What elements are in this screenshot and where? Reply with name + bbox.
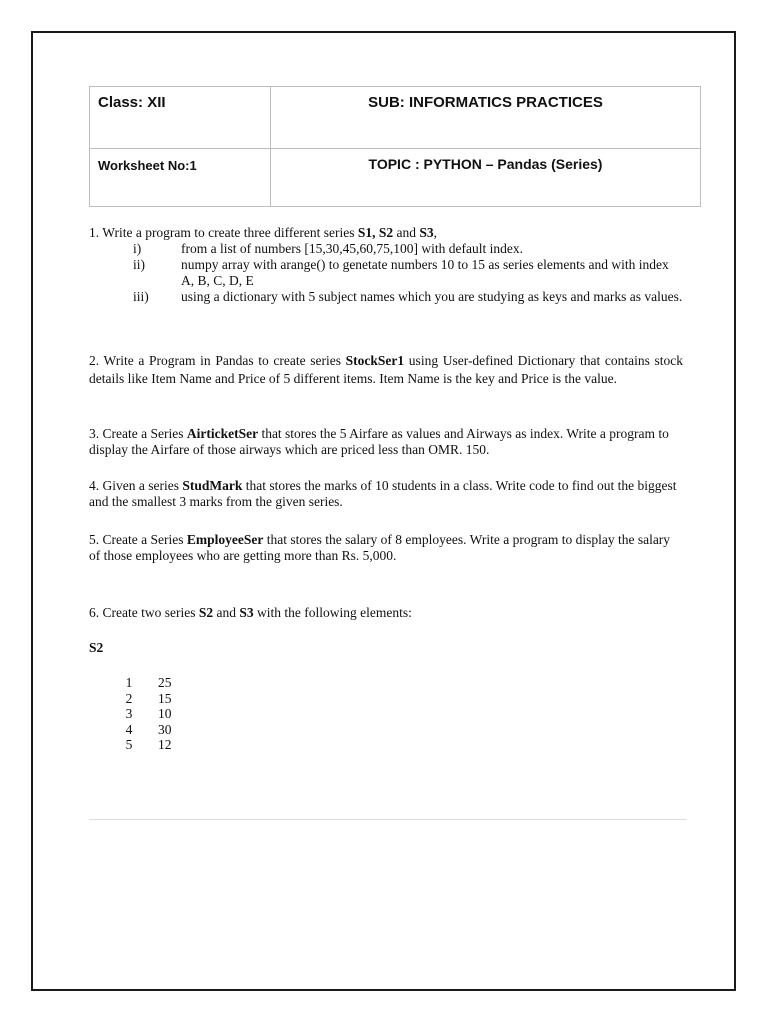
series-value: 10: [158, 706, 172, 721]
worksheet-cell: [90, 149, 271, 207]
class-cell: [90, 87, 271, 149]
list-item-number: ii): [133, 257, 145, 272]
question-5: 5. Create a Series EmployeeSer that stores the salary of 8 employees. Write a program to display the salary of those employees who are getting more than Rs. 5,000.: [89, 532, 671, 563]
question-1-intro: 1. Write a program to create three different series S1, S2 and S3,: [89, 225, 438, 240]
question-6: 6. Create two series S2 and S3 with the following elements:: [89, 605, 412, 620]
table-row: [100, 706, 198, 722]
question-1: [89, 225, 683, 305]
table-row: [100, 722, 198, 738]
table-row: [100, 675, 198, 691]
question-2: 2. Write a Program in Pandas to create series StockSer1 using User-defined Dictionary that contains stock details like Item Name and Price of 5 different items. Item Name is the key and Price is the value.: [89, 353, 683, 386]
subject-label: SUB: INFORMATICS PRACTICES: [368, 94, 603, 111]
list-item-text: using a dictionary with 5 subject names which you are studying as keys and marks as values.: [181, 289, 683, 304]
list-item-text: from a list of numbers [15,30,45,60,75,100] with default index.: [181, 241, 523, 256]
question-4: 4. Given a series StudMark that stores the marks of 10 students in a class. Write code to find out the biggest and the smallest 3 marks from the given series.: [89, 478, 677, 509]
list-item: [89, 289, 683, 305]
series-index: 5: [125, 737, 133, 752]
series-value: 15: [158, 690, 172, 706]
series-index: 4: [125, 721, 133, 737]
class-label: Class: XII: [98, 94, 166, 111]
list-item-number: iii): [133, 289, 149, 304]
subject-cell: [271, 87, 701, 149]
table-row: [100, 691, 198, 707]
table-row: [100, 737, 198, 753]
question-3: 3. Create a Series AirticketSer that stores the 5 Airfare as values and Airways as index. Write a program to display the Airfare of those airways which are priced less than OMR. 150.: [89, 426, 669, 457]
series-s2-table: [100, 675, 198, 753]
topic-label: TOPIC : PYTHON – Pandas (Series): [368, 156, 603, 172]
list-item: [89, 241, 683, 257]
series-value: 25: [158, 675, 172, 690]
list-item-text: numpy array with arange() to genetate numbers 10 to 15 as series elements and with index A, B, C, D, E: [181, 257, 669, 288]
series-index: 3: [125, 706, 133, 721]
topic-cell: [271, 149, 701, 207]
series-s2-label: S2: [89, 640, 104, 655]
horizontal-rule: [89, 819, 686, 820]
list-item-number: i): [133, 241, 142, 256]
series-value: 30: [158, 721, 172, 737]
series-index: 2: [125, 690, 133, 706]
series-value: 12: [158, 737, 172, 752]
series-index: 1: [125, 675, 133, 690]
worksheet-label: Worksheet No:1: [98, 158, 197, 173]
question-1-sublist: [89, 241, 683, 305]
list-item: [89, 257, 683, 289]
header-table: [89, 86, 701, 207]
